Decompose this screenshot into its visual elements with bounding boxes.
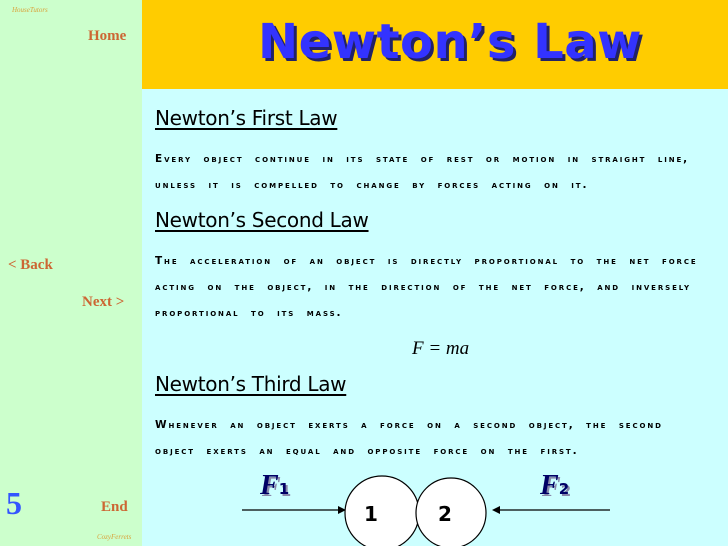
brand-logo: HouseTutors (12, 6, 48, 14)
end-link[interactable]: End (101, 499, 128, 515)
page-title: Newton’s Law (258, 14, 642, 70)
slide-number: 5 (6, 485, 22, 521)
second-law-text: The acceleration of an object is directly proportional to the net force acting on the object, in the direction of the net force, and inversely proportional to its mass. (155, 255, 698, 319)
body2-label: 2 (438, 502, 452, 526)
force-diagram (230, 470, 630, 546)
force1-letter: F (260, 470, 279, 501)
body1-circle (345, 476, 419, 546)
first-law-text: Every object continue in its state of rest or motion in straight line, unless it is compelled to change by forces acting on it. (155, 153, 690, 191)
next-link[interactable]: Next > (82, 294, 125, 310)
body1-label: 1 (364, 502, 378, 526)
back-link[interactable]: < Back (8, 257, 53, 273)
credit-text: CozyFerrets (97, 533, 132, 541)
force2-subscript: 2 (558, 480, 570, 498)
home-link[interactable]: Home (88, 28, 127, 44)
force2-letter: F (540, 470, 559, 501)
second-law-heading: Newton’s Second Law (155, 208, 369, 232)
force2-label (540, 470, 569, 502)
force1-subscript: 1 (278, 480, 290, 498)
force1-label (260, 470, 289, 502)
third-law-heading: Newton’s Third Law (155, 372, 347, 396)
first-law-heading: Newton’s First Law (155, 106, 338, 130)
third-law-text: Whenever an object exerts a force on a second object, the second object exerts an equal and opposite force on the first. (155, 419, 663, 457)
force2-arrowhead (492, 506, 500, 514)
formula: F = ma (412, 338, 470, 359)
